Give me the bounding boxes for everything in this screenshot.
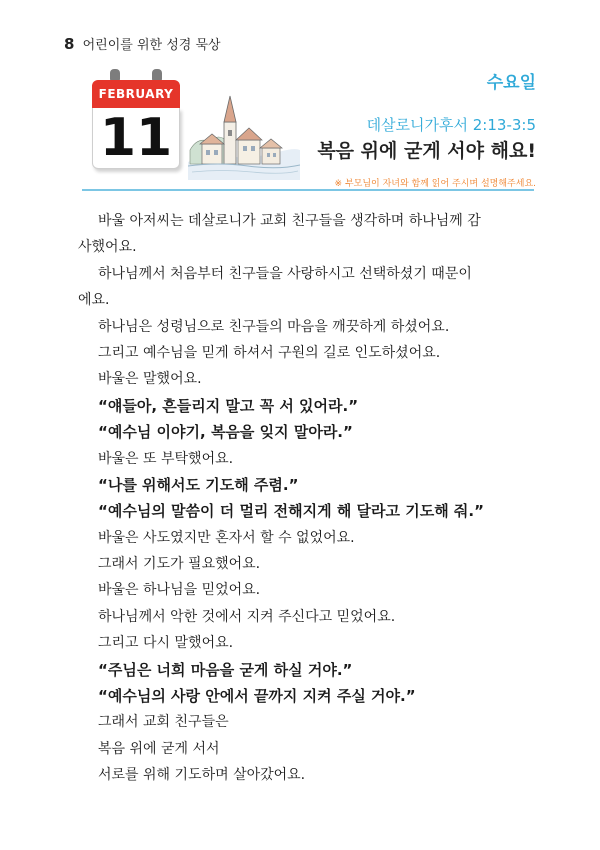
story-line: 서로를 위해 기도하며 살아갔어요.: [98, 767, 306, 784]
story-line: 바울은 또 부탁했어요.: [98, 450, 234, 467]
calendar-icon: [92, 74, 180, 170]
story-line: 에요.: [78, 292, 110, 309]
story-line: 그래서 기도가 필요했어요.: [98, 556, 261, 573]
story-line: “예수님 이야기, 복음을 잊지 말아라.”: [98, 423, 353, 442]
story-line: 하나님께서 처음부터 친구들을 사랑하시고 선택하셨기 때문이: [98, 265, 472, 282]
story-line: 바울은 하나님을 믿었어요.: [98, 582, 261, 599]
story-line: 그리고 예수님을 믿게 하셔서 구원의 길로 인도하셨어요.: [98, 344, 441, 361]
story-line: “얘들아, 흔들리지 말고 꼭 서 있어라.”: [98, 396, 359, 415]
story-line: 하나님은 성령님으로 친구들의 마음을 깨끗하게 하셨어요.: [98, 318, 450, 335]
page-number: 8: [64, 35, 75, 53]
story-line: “나를 위해서도 기도해 주렴.”: [98, 475, 299, 494]
village-illustration: [188, 92, 300, 180]
story-line: “예수님의 말씀이 더 멀리 전해지게 해 달라고 기도해 줘.”: [98, 502, 484, 521]
weekday-label: 수요일: [486, 73, 536, 93]
story-line: 바울은 사도였지만 혼자서 할 수 없었어요.: [98, 529, 355, 546]
story-line: “주님은 너희 마음을 굳게 하실 거야.”: [98, 660, 353, 679]
story-line: 그래서 교회 친구들은: [98, 714, 229, 731]
story-line: 그리고 다시 말했어요.: [98, 635, 234, 652]
book-title: 어린이를 위한 성경 묵상: [82, 38, 221, 53]
parent-note: ※ 부모님이 자녀와 함께 읽어 주시며 설명해주세요.: [334, 179, 536, 189]
calendar-month: FEBRUARY: [92, 80, 180, 108]
page-title: 복음 위에 굳게 서야 해요!: [317, 140, 536, 162]
calendar-day: 11: [99, 108, 173, 168]
story-line: 복음 위에 굳게 서서: [98, 740, 220, 757]
story-text: [78, 208, 528, 789]
story-line: 사했어요.: [78, 239, 137, 256]
scripture-reference: 데살로니가후서 2:13-3:5: [366, 116, 536, 134]
story-line: 바울은 말했어요.: [98, 371, 202, 388]
calendar-page: [92, 108, 180, 169]
story-line: “예수님의 사랑 안에서 끝까지 지켜 주실 거야.”: [98, 687, 416, 706]
header-divider: [82, 189, 534, 191]
story-line: 바울 아저씨는 데살로니가 교회 친구들을 생각하며 하나님께 감: [98, 213, 481, 229]
story-line: 하나님께서 악한 것에서 지켜 주신다고 믿었어요.: [98, 608, 396, 625]
running-head: [64, 34, 221, 53]
